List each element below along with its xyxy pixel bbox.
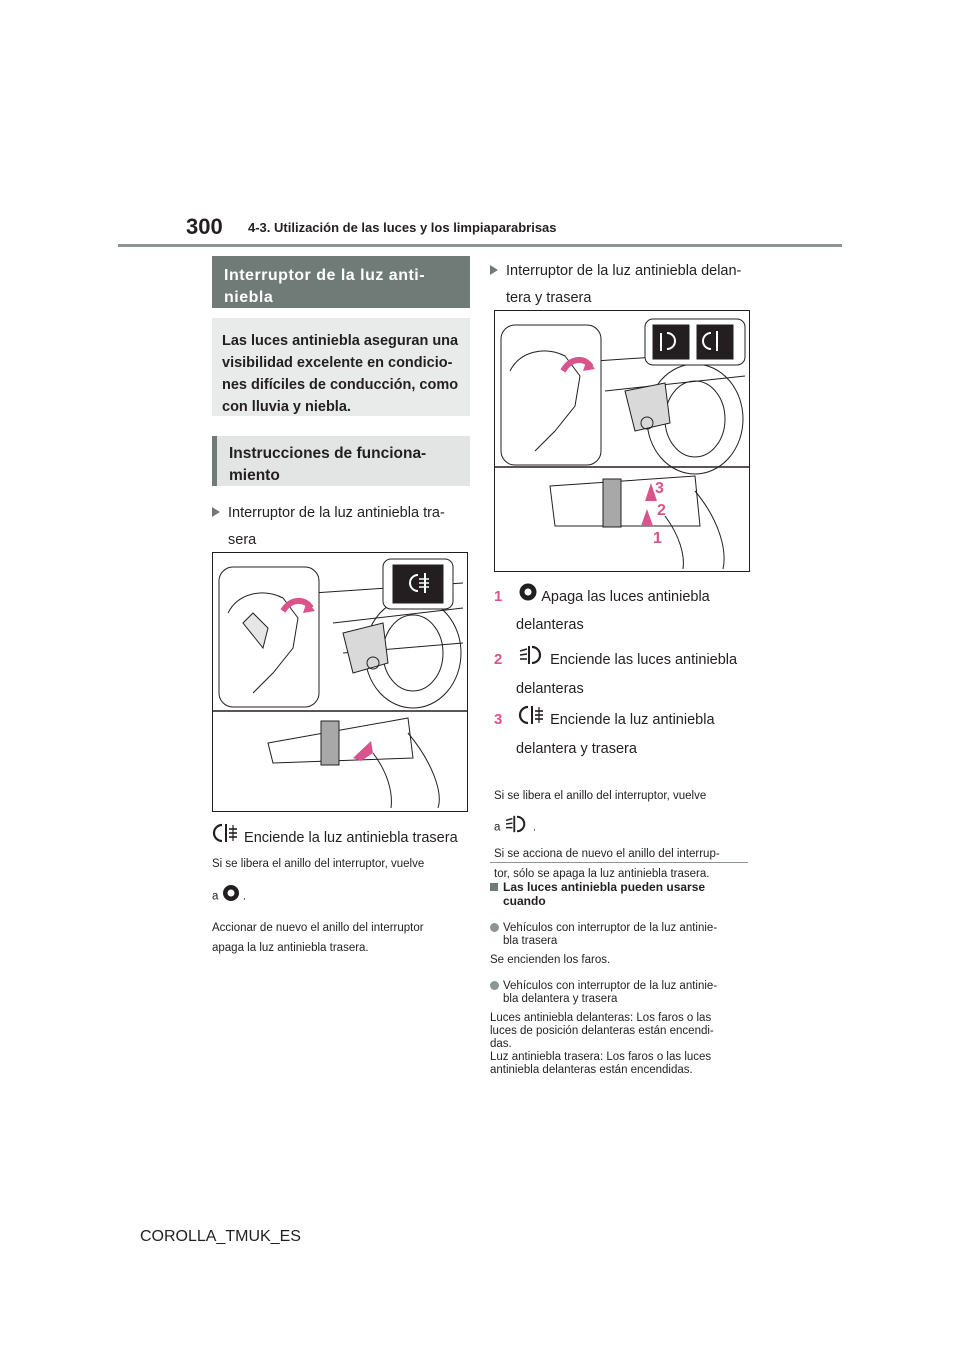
vehicle-both-d1: Luces antiniebla delanteras: Los faros o las [490, 1012, 712, 1024]
intro-text: Las luces antiniebla aseguran una visibilidad excelente en condicio-nes difíciles de conducción, como con lluvia y niebla. [222, 333, 459, 415]
rear-fog-icon [212, 822, 240, 854]
release-note-b [494, 814, 756, 841]
triangle-bullet-icon [490, 265, 498, 275]
circle-bullet-icon [490, 923, 499, 932]
vehicle-both-d3: das. [490, 1038, 512, 1050]
both-fog-figure [494, 310, 750, 572]
rear-fog-figure [212, 552, 468, 812]
fog-usage-heading [490, 880, 752, 908]
step-3-l2: delantera y trasera [516, 741, 637, 757]
vehicle-both-l2: bla delantera y trasera [503, 993, 618, 1005]
rear-fog-caption-text: Enciende la luz antiniebla trasera [244, 829, 458, 846]
step-1-l2: delanteras [516, 617, 584, 633]
both-fog-title-l2: tera y trasera [506, 290, 592, 306]
step-2-l1: Enciende las luces antiniebla [550, 651, 738, 668]
vehicle-rear-l2: bla trasera [503, 935, 558, 947]
vehicle-both-d5: antiniebla delanteras están encendidas. [490, 1064, 693, 1076]
front-fog-icon [504, 814, 530, 841]
vehicle-rear-note [490, 922, 752, 967]
rear-fog-icon [518, 704, 546, 736]
step-2 [494, 644, 756, 703]
heading-fog-switch-text: Interruptor de la luz anti- niebla [224, 267, 426, 306]
rear-note1: Si se libera el anillo del interruptor, vuelve [212, 858, 425, 870]
vehicle-both-d4: Luz antiniebla trasera: Los faros o las luces [490, 1051, 712, 1063]
rear-fog-title-l1: Interruptor de la luz antiniebla tra- [228, 505, 445, 521]
both-fog-title [490, 258, 752, 312]
section-divider [490, 862, 748, 863]
off-icon [518, 582, 538, 612]
fog-usage-heading-l2: cuando [503, 894, 546, 908]
release-note: Si se libera el anillo del interruptor, vuelve [494, 790, 707, 802]
circle-bullet-icon [490, 981, 499, 990]
vehicle-both-note [490, 980, 752, 1077]
page-number: 300 [186, 214, 223, 239]
both-fog-illustration [495, 311, 750, 572]
triangle-bullet-icon [212, 507, 220, 517]
rear-note1b-prefix: a [212, 890, 219, 903]
release-prefix: a [494, 821, 501, 834]
step-2-number: 2 [494, 650, 503, 668]
rear-note2-l2: apaga la luz antiniebla trasera. [212, 942, 369, 954]
vehicle-rear-desc: Se encienden los faros. [490, 954, 611, 966]
step-1-number: 1 [494, 587, 503, 605]
rear-fog-title [212, 500, 474, 554]
heading-instructions-text: Instrucciones de funciona- miento [229, 445, 427, 484]
again-note [494, 844, 756, 884]
off-icon [222, 884, 240, 909]
rear-note1b [212, 884, 474, 909]
rear-fog-caption [212, 822, 474, 854]
rear-note2 [212, 918, 474, 958]
figure-label-2: 2 [657, 502, 666, 519]
heading-instructions [212, 436, 470, 486]
again-note-l1: Si se acciona de nuevo el anillo del interrup- [494, 848, 720, 860]
step-3-number: 3 [494, 710, 503, 728]
step-1 [494, 582, 756, 639]
header-rule [118, 244, 842, 247]
release-suffix: . [532, 821, 537, 834]
heading-fog-switch [212, 256, 470, 308]
section-title: 4-3. Utilización de las luces y los limpiaparabrisas [248, 220, 557, 235]
vehicle-both-d2: luces de posición delanteras están encendi- [490, 1025, 714, 1037]
step-3-l1: Enciende la luz antiniebla [550, 711, 715, 728]
rear-fog-title-l2: sera [228, 532, 257, 548]
intro-box [212, 318, 470, 416]
step-1-l1: Apaga las luces antiniebla [541, 588, 710, 605]
fog-usage-heading-l1: Las luces antiniebla pueden usarse [503, 880, 706, 894]
rear-fog-illustration [213, 553, 468, 812]
again-note-l2: tor, sólo se apaga la luz antiniebla trasera. [494, 868, 710, 880]
both-fog-title-l1: Interruptor de la luz antiniebla delan- [506, 263, 742, 279]
front-fog-icon [518, 644, 546, 676]
step-2-l2: delanteras [516, 681, 584, 697]
rear-note2-l1: Accionar de nuevo el anillo del interruptor [212, 922, 424, 934]
rear-note1b-suffix: . [242, 890, 247, 903]
footer-model: COROLLA_TMUK_ES [140, 1228, 301, 1245]
figure-label-3: 3 [655, 480, 664, 497]
figure-label-1: 1 [653, 530, 662, 547]
vehicle-both-l1: Vehículos con interruptor de la luz antinie- [503, 980, 718, 992]
square-bullet-icon [490, 883, 498, 891]
step-3 [494, 704, 756, 763]
vehicle-rear-l1: Vehículos con interruptor de la luz antinie- [503, 922, 718, 934]
